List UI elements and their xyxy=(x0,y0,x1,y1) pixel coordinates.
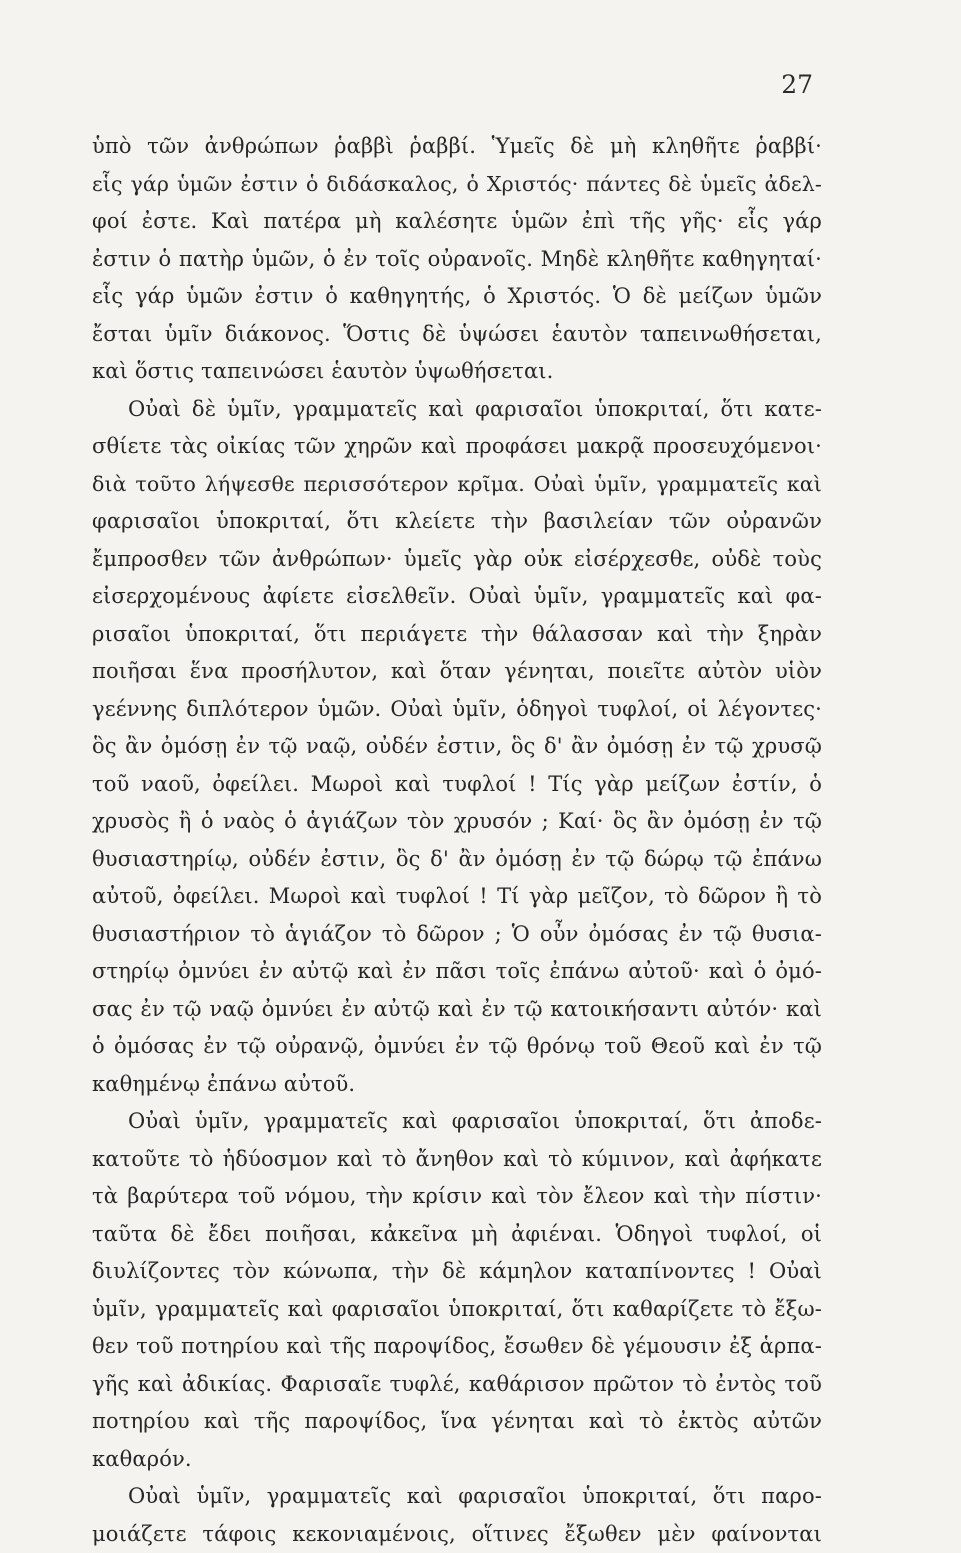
text-line: καθημένῳ ἐπάνω αὐτοῦ. xyxy=(92,1066,822,1104)
text-line: θεν τοῦ ποτηρίου καὶ τῆς παροψίδος, ἔσωθεν δὲ γέμουσιν ἐξ ἁρπα- xyxy=(92,1328,822,1366)
text-line: ἔμπροσθεν τῶν ἀνθρώπων· ὑμεῖς γὰρ οὐκ εἰσέρχεσθε, οὐδὲ τοὺς xyxy=(92,541,822,579)
text-line: ὃς ἂν ὀμόσῃ ἐν τῷ ναῷ, οὐδέν ἐστιν, ὃς δ' ἂν ὀμόσῃ ἐν τῷ χρυσῷ xyxy=(92,728,822,766)
text-line: αὐτοῦ, ὀφείλει. Μωροὶ καὶ τυφλοί ! Τί γὰρ μεῖζον, τὸ δῶρον ἢ τὸ xyxy=(92,878,822,916)
body-text xyxy=(92,128,822,1553)
text-line: Οὐαὶ ὑμῖν, γραμματεῖς καὶ φαρισαῖοι ὑποκριταί, ὅτι παρο- xyxy=(92,1478,822,1516)
text-line: ταῦτα δὲ ἔδει ποιῆσαι, κἀκεῖνα μὴ ἀφιέναι. Ὁδηγοὶ τυφλοί, οἱ xyxy=(92,1216,822,1254)
text-line: ἐστιν ὁ πατὴρ ὑμῶν, ὁ ἐν τοῖς οὐρανοῖς. Μηδὲ κληθῆτε καθηγηταί· xyxy=(92,241,822,279)
page-number: 27 xyxy=(781,70,813,100)
text-line: ὑπὸ τῶν ἀνθρώπων ῥαββὶ ῥαββί. Ὑμεῖς δὲ μὴ κληθῆτε ῥαββί· xyxy=(92,128,822,166)
text-line: κατοῦτε τὸ ἡδύοσμον καὶ τὸ ἄνηθον καὶ τὸ κύμινον, καὶ ἀφήκατε xyxy=(92,1141,822,1179)
text-line: φαρισαῖοι ὑποκριταί, ὅτι κλείετε τὴν βασιλείαν τῶν οὐρανῶν xyxy=(92,503,822,541)
text-line: θυσιαστήριον τὸ ἁγιάζον τὸ δῶρον ; Ὁ οὖν ὀμόσας ἐν τῷ θυσια- xyxy=(92,916,822,954)
text-line: εἷς γάρ ὑμῶν ἐστιν ὁ διδάσκαλος, ὁ Χριστός· πάντες δὲ ὑμεῖς ἀδελ- xyxy=(92,166,822,204)
text-line: εἰσερχομένους ἀφίετε εἰσελθεῖν. Οὐαὶ ὑμῖν, γραμματεῖς καὶ φα- xyxy=(92,578,822,616)
text-line: γεέννης διπλότερον ὑμῶν. Οὐαὶ ὑμῖν, ὁδηγοὶ τυφλοί, οἱ λέγοντες· xyxy=(92,691,822,729)
text-line: τοῦ ναοῦ, ὀφείλει. Μωροὶ καὶ τυφλοί ! Τίς γὰρ μείζων ἐστίν, ὁ xyxy=(92,766,822,804)
text-line: ὑμῖν, γραμματεῖς καὶ φαρισαῖοι ὑποκριταί, ὅτι καθαρίζετε τὸ ἔξω- xyxy=(92,1291,822,1329)
text-line: σας ἐν τῷ ναῷ ὀμνύει ἐν αὐτῷ καὶ ἐν τῷ κατοικήσαντι αὐτόν· καὶ xyxy=(92,991,822,1029)
text-line: ποτηρίου καὶ τῆς παροψίδος, ἵνα γένηται καὶ τὸ ἐκτὸς αὐτῶν xyxy=(92,1403,822,1441)
text-line: μοιάζετε τάφοις κεκονιαμένοις, οἵτινες ἔξωθεν μὲν φαίνονται xyxy=(92,1516,822,1553)
text-line: στηρίῳ ὀμνύει ἐν αὐτῷ καὶ ἐν πᾶσι τοῖς ἐπάνω αὐτοῦ· καὶ ὁ ὀμό- xyxy=(92,953,822,991)
text-line: διυλίζοντες τὸν κώνωπα, τὴν δὲ κάμηλον καταπίνοντες ! Οὐαὶ xyxy=(92,1253,822,1291)
text-line: εἷς γάρ ὑμῶν ἐστιν ὁ καθηγητής, ὁ Χριστός. Ὁ δὲ μείζων ὑμῶν xyxy=(92,278,822,316)
text-line: φοί ἐστε. Καὶ πατέρα μὴ καλέσητε ὑμῶν ἐπὶ τῆς γῆς· εἷς γάρ xyxy=(92,203,822,241)
text-line: Οὐαὶ δὲ ὑμῖν, γραμματεῖς καὶ φαρισαῖοι ὑποκριταί, ὅτι κατε- xyxy=(92,391,822,429)
text-line: ὁ ὀμόσας ἐν τῷ οὐρανῷ, ὀμνύει ἐν τῷ θρόνῳ τοῦ Θεοῦ καὶ ἐν τῷ xyxy=(92,1028,822,1066)
text-line: σθίετε τὰς οἰκίας τῶν χηρῶν καὶ προφάσει μακρᾷ προσευχόμενοι· xyxy=(92,428,822,466)
text-line: ποιῆσαι ἕνα προσήλυτον, καὶ ὅταν γένηται, ποιεῖτε αὐτὸν υἱὸν xyxy=(92,653,822,691)
text-line: ρισαῖοι ὑποκριταί, ὅτι περιάγετε τὴν θάλασσαν καὶ τὴν ξηρὰν xyxy=(92,616,822,654)
text-line: τὰ βαρύτερα τοῦ νόμου, τὴν κρίσιν καὶ τὸν ἔλεον καὶ τὴν πίστιν· xyxy=(92,1178,822,1216)
text-line: διὰ τοῦτο λήψεσθε περισσότερον κρῖμα. Οὐαὶ ὑμῖν, γραμματεῖς καὶ xyxy=(92,466,822,504)
text-line: γῆς καὶ ἀδικίας. Φαρισαῖε τυφλέ, καθάρισον πρῶτον τὸ ἐντὸς τοῦ xyxy=(92,1366,822,1404)
text-line: θυσιαστηρίῳ, οὐδέν ἐστιν, ὃς δ' ἂν ὀμόσῃ ἐν τῷ δώρῳ τῷ ἐπάνω xyxy=(92,841,822,879)
text-line: χρυσὸς ἢ ὁ ναὸς ὁ ἁγιάζων τὸν χρυσόν ; Καί· ὃς ἂν ὀμόσῃ ἐν τῷ xyxy=(92,803,822,841)
text-line: ἔσται ὑμῖν διάκονος. Ὅστις δὲ ὑψώσει ἑαυτὸν ταπεινωθήσεται, xyxy=(92,316,822,354)
text-line: καθαρόν. xyxy=(92,1441,822,1479)
text-line: καὶ ὅστις ταπεινώσει ἑαυτὸν ὑψωθήσεται. xyxy=(92,353,822,391)
text-line: Οὐαὶ ὑμῖν, γραμματεῖς καὶ φαρισαῖοι ὑποκριταί, ὅτι ἀποδε- xyxy=(92,1103,822,1141)
